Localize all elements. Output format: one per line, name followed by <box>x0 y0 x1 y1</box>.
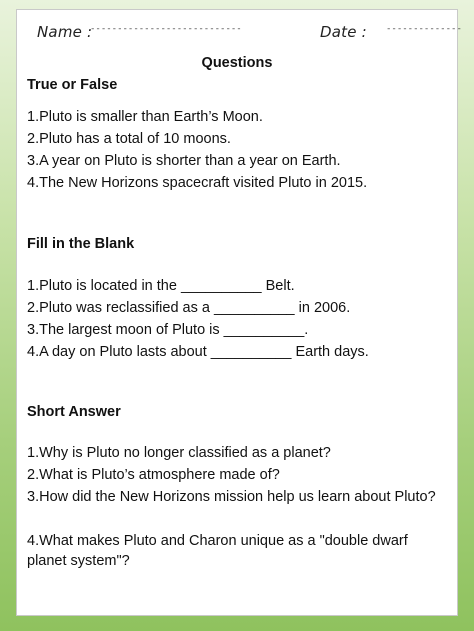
question-sa-3: 3.How did the New Horizons mission help us learn about Pluto? <box>27 489 436 505</box>
date-field-line: -------------- <box>386 24 462 34</box>
question-fb-2: 2.Pluto was reclassified as a __________ in 2006. <box>27 300 351 316</box>
section-title-fill-blank: Fill in the Blank <box>27 236 135 252</box>
worksheet-page <box>16 9 462 616</box>
date-label: Date : <box>320 23 367 41</box>
question-tf-1: 1.Pluto is smaller than Earth’s Moon. <box>27 109 263 125</box>
section-title-true-false: True or False <box>27 77 118 93</box>
question-tf-2: 2.Pluto has a total of 10 moons. <box>27 131 231 147</box>
question-sa-1: 1.Why is Pluto no longer classified as a planet? <box>27 445 331 461</box>
name-field-line: ---------------------------- <box>90 24 242 34</box>
worksheet-header <box>17 10 462 50</box>
question-sa-4: 4.What makes Pluto and Charon unique as a "double dwarf planet system"? <box>27 533 408 569</box>
question-tf-3: 3.A year on Pluto is shorter than a year on Earth. <box>27 153 341 169</box>
question-fb-1: 1.Pluto is located in the __________ Belt. <box>27 278 295 294</box>
section-title-short-answer: Short Answer <box>27 404 121 420</box>
name-label: Name : <box>37 23 93 41</box>
question-fb-4: 4.A day on Pluto lasts about __________ Earth days. <box>27 344 369 360</box>
question-sa-2: 2.What is Pluto’s atmosphere made of? <box>27 467 280 483</box>
question-tf-4: 4.The New Horizons spacecraft visited Pluto in 2015. <box>27 175 368 191</box>
page-title: Questions <box>201 55 273 71</box>
question-fb-3: 3.The largest moon of Pluto is __________. <box>27 322 309 338</box>
